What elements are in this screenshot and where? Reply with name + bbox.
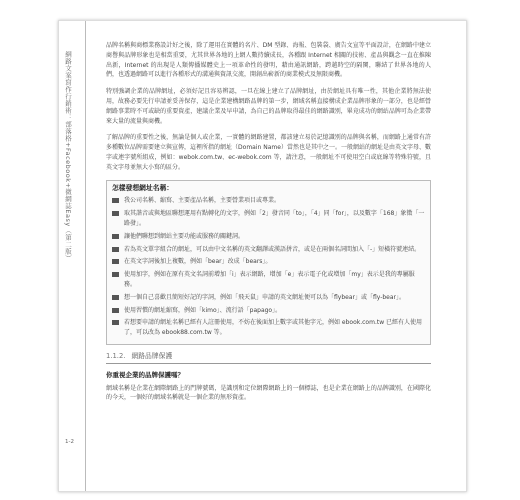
tip-item [112,318,425,338]
tip-text: 取其諧音或與地區聯想運用有點轉化的文字，例如「2」發音同「to」，「4」同「for」，以及數字「168」象徵「一路發」。 [124,210,425,227]
tip-item [112,232,425,242]
square-bullet-icon [112,320,119,325]
tip-item [112,270,425,290]
square-bullet-icon [112,259,119,264]
page-content [106,41,431,410]
paragraph-intro: 品牌名稱與商標業務設計好之後，除了運用在實體的名片、DM 型錄、海報、包裝袋、廣告文宣等平面設計，在網路中建立商譽與品牌形象也是相當重要，尤其世界各地的上網人數持續成長，各種跟 Internet 相關的技術、產品與觀念一直在推陳出新，Internet 的出現是人類傳播媒體史上一項革命性的發明，藉由通訊網路，跨越時空的隔閡，聯結了世界各地的人們，也透過網路可以進行各種形式的溝通與資訊交流，開創出嶄新的商業模式及無限商機。 [106,42,431,79]
square-bullet-icon [112,295,119,300]
qa-heading: 你重視企業的品牌保護嗎？ [106,370,184,379]
tip-item [112,306,425,316]
square-bullet-icon [112,272,119,277]
paragraph-domain: 了解品牌的重要性之後，無論是個人或企業，一實體的網路建置，都該建立易於記憶識別的品牌與名稱，而網路上通常有許多種數位品牌需要建立與宣傳，這裡所指的網址（Domain Name）當然也是其中之一。一般網站的網址是由英文字母、數字或連字號所組成，例如：webok.com.tw、ec-webok.com 等，請注意，一般網址不可使用空白或底線等特殊符號，且英文字母並無大小寫的區分。 [106,134,431,171]
tip-text: 在英文字詞後加上複數，例如「bear」改成「bears」。 [124,258,272,266]
paragraph-brand-url: 特別強調企業的品牌網址，必須好記且容易辨認，一旦在線上建立了品牌網址，由於網址具有唯一性，其他企業將無法使用，故務必要先行申請並妥善保存，這是企業建構網路品牌的第一步，網域名稱直接構成企業品牌形象的一部分，也是經營網路事業時不可或缺的重要資產，建議企業及早申請，為自己的品牌取得最佳的網路識別，畢竟成功的網站品牌可為企業帶來大量的流量與商機。 [106,88,431,125]
section-title [106,352,431,364]
tip-item [112,245,425,255]
tip-text: 想一個自己喜歡且簡短好記的字詞，例如「飛天鼠」申請的英文網址便可以為「flybear」或「fly-bear」。 [124,293,406,301]
square-bullet-icon [112,308,119,313]
square-bullet-icon [112,247,119,252]
tip-item [112,209,425,229]
square-bullet-icon [112,234,119,239]
book-page [58,20,467,492]
tip-text: 使用習慣的網址縮寫，例如「kimo」、流行語「papago」。 [124,306,282,314]
qa-text: 網域名稱是企業在網際網路上的門牌號碼，是識別和定位網際網路上的一個標誌，也是企業在網路上的品牌識別，在國際化的今天，一個好的網域名稱就是一個企業的無形資產。 [106,384,431,402]
side-band [59,21,86,491]
tip-text: 我公司名稱、縮寫、主要產品名稱，主要營業項目或專業。 [124,197,281,205]
tip-text: 若想要申請的網址名稱已經有人註冊使用，不妨在後面加上數字或其他字元，例如 ebook.com.tw 已經有人使用了，可以改為 ebook88.com.tw 等。 [124,319,423,337]
tips-heading: 怎樣發想網址名稱： [112,183,174,192]
tip-text: 使用加字，例如在原有英文名詞前增加「i」表示網路，增加「e」表示電子化或增加「my」表示是我的專屬服務。 [124,271,415,288]
running-title: 網路文案寫作行銷術：部落格+Facebook+微網誌Easy（第二版） [64,51,72,262]
section-number: 1.1.2. [106,351,126,360]
page-number: 1-2 [65,439,74,445]
square-bullet-icon [112,198,119,203]
tip-item [112,257,425,267]
tip-text: 若為英文單字組合的網址，可以由中文名稱的英文翻譯或漢語拼音，或是在兩個名詞間加入「-」短橫符號連結。 [124,245,421,253]
section-title-text: 網路品牌保護 [131,351,173,360]
square-bullet-icon [112,211,119,216]
tips-box [106,180,431,345]
tip-item [112,196,425,206]
tip-text: 讓他們聯想到網站主要功能或服務的關鍵詞。 [124,232,245,240]
tip-item [112,293,425,303]
